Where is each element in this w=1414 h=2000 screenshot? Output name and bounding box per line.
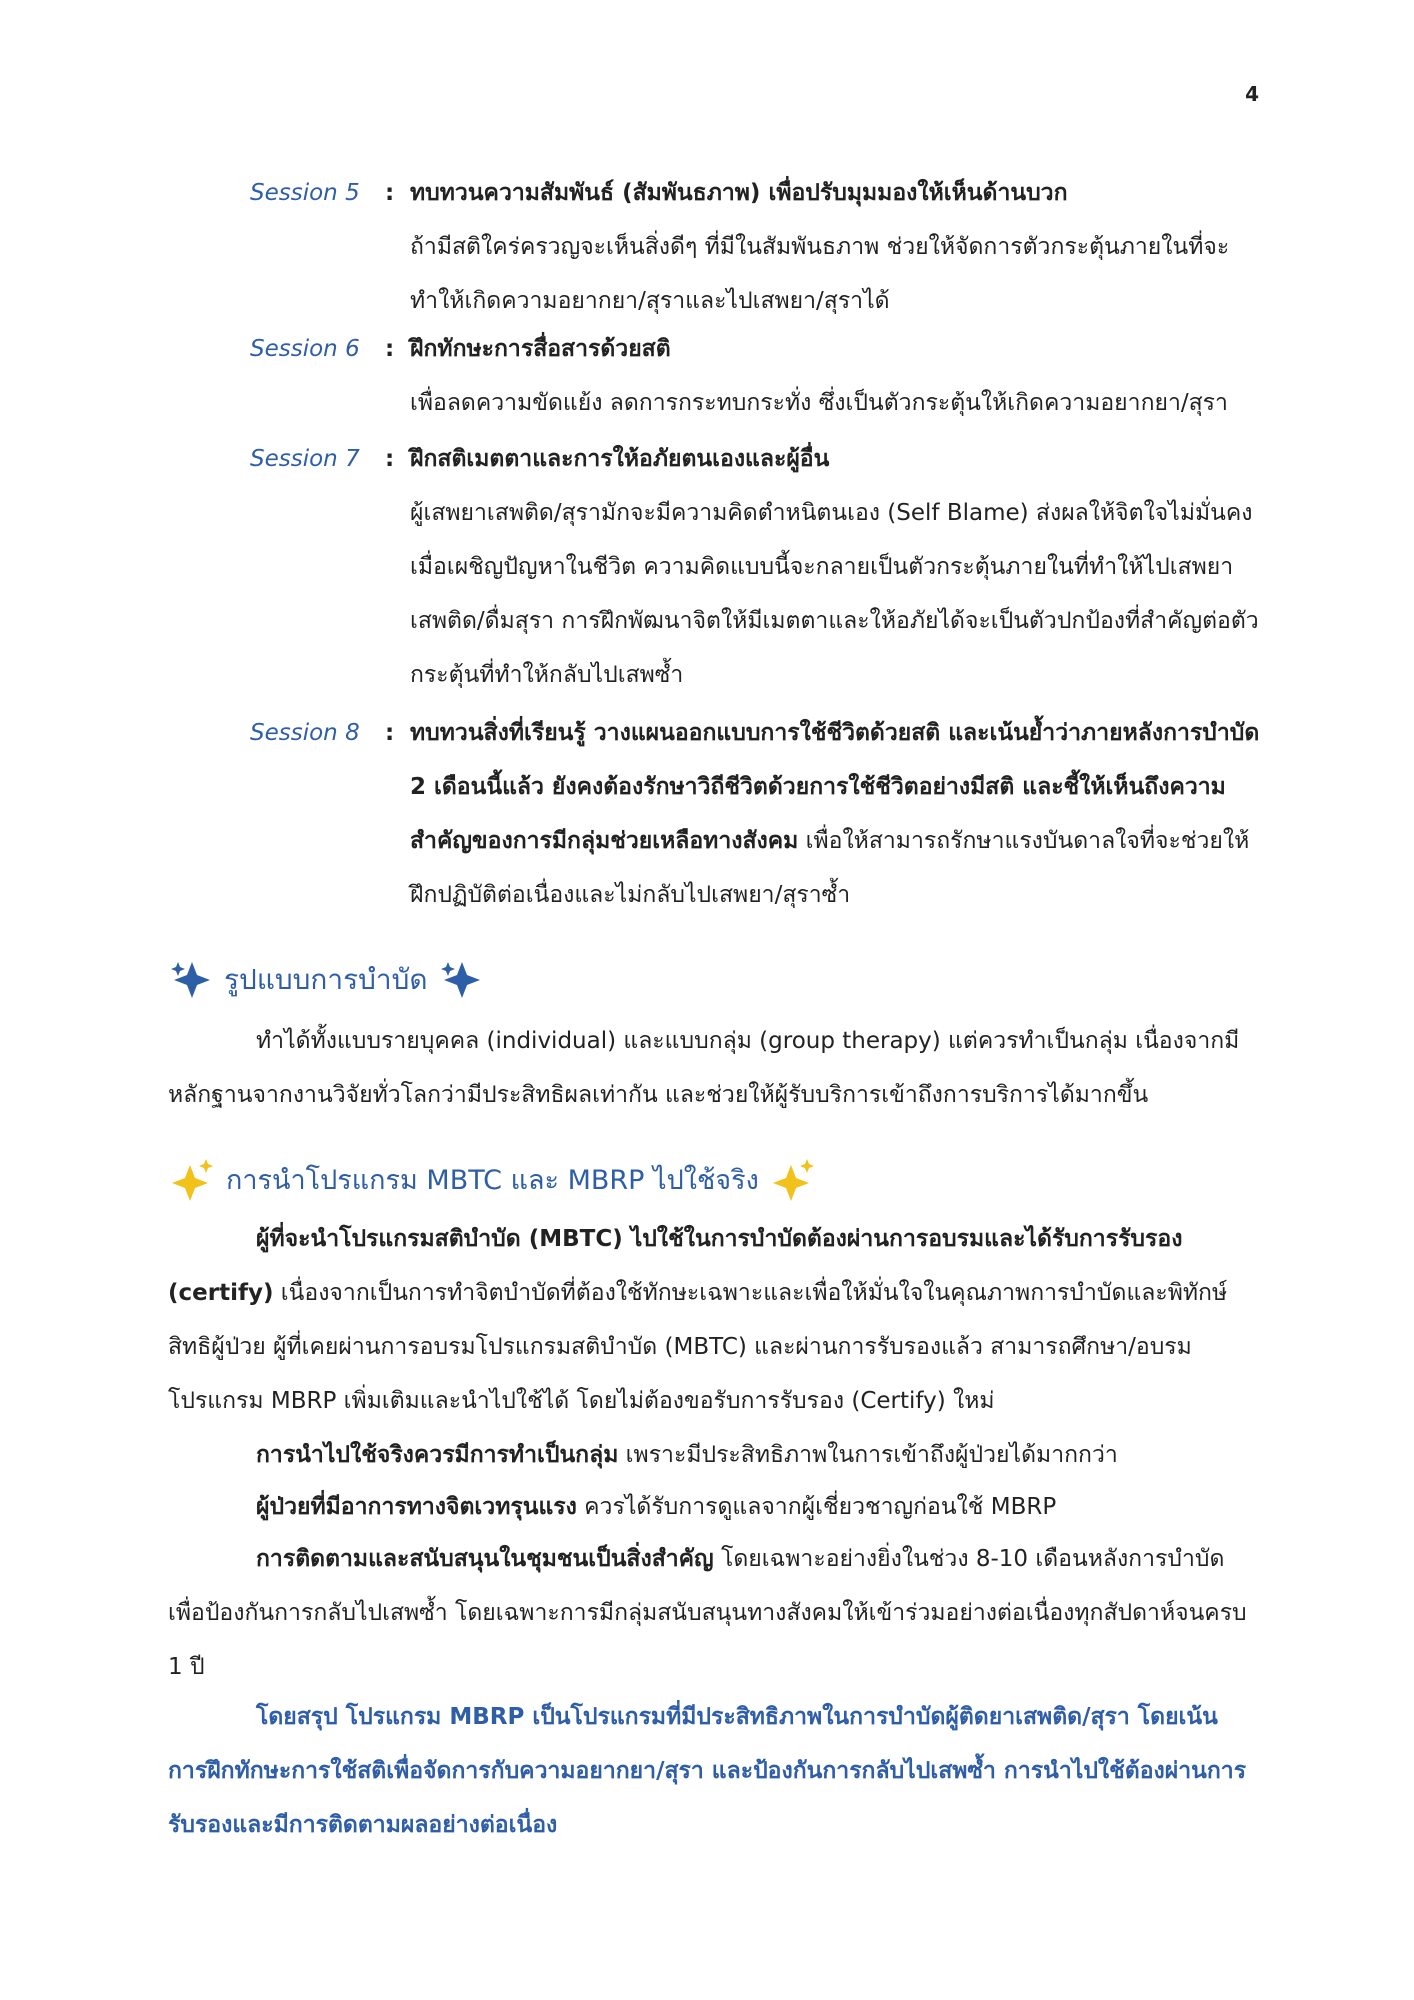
- sparkles-icon: [170, 1159, 214, 1201]
- session-body: เพื่อลดความขัดแย้ง ลดการกระทบกระทั่ง ซึ่งเป็นตัวกระตุ้นให้เกิดความอยากยา/สุรา: [410, 390, 1228, 416]
- sparkle-icon: [170, 960, 212, 1000]
- section-format-body: ทำได้ทั้งแบบรายบุคคล (individual) และแบบกลุ่ม (group therapy) แต่ควรทำเป็นกลุ่ม เนื่องจากมีหลักฐานจากงานวิจัยทั่วโลกว่ามีประสิทธิผลเท่ากัน และช่วยให้ผู้รับบริการเข้าถึงการบริการได้มากขึ้น: [168, 1028, 1240, 1108]
- apply-p3-bold: ผู้ป่วยที่มีอาการทางจิตเวทรุนแรง: [256, 1494, 577, 1520]
- section-format-heading: [170, 958, 482, 1002]
- session-6: Session 6 : ฝึกทักษะการสื่อสารด้วยสติ เพื่อลดความขัดแย้ง ลดการกระทบกระทั่ง ซึ่งเป็นตัวกระตุ้นให้เกิดความอยากยา/สุรา: [250, 322, 1260, 430]
- section-title: รูปแบบการบำบัด: [224, 963, 428, 996]
- apply-p3-rest: ควรได้รับการดูแลจากผู้เชี่ยวชาญก่อนใช้ MBRP: [576, 1494, 1057, 1520]
- session-5: Session 5 : ทบทวนความสัมพันธ์ (สัมพันธภาพ) เพื่อปรับมุมมองให้เห็นด้านบวก ถ้ามีสติใคร่ครวญจะเห็นสิ่งดีๆ ที่มีในสัมพันธภาพ ช่วยให้จัดการตัวกระตุ้นภายในที่จะทำให้เกิดความอยากยา/สุราและไปเสพยา/สุราได้: [250, 166, 1260, 328]
- apply-p4-bold: การติดตามและสนับสนุนในชุมชนเป็นสิ่งสำคัญ: [256, 1546, 714, 1572]
- session-label: Session 8: [250, 720, 360, 746]
- session-heading: ฝึกสติเมตตาและการให้อภัยตนเองและผู้อื่น: [410, 446, 830, 472]
- section-apply-heading: [170, 1158, 815, 1201]
- session-label: Session 7: [250, 446, 360, 472]
- apply-p1-rest: เนื่องจากเป็นการทำจิตบำบัดที่ต้องใช้ทักษะเฉพาะและเพื่อให้มั่นใจในคุณภาพการบำบัดและพิทักษ์สิทธิผู้ป่วย ผู้ที่เคยผ่านการอบรมโปรแกรมสติบำบัด (MBTC) และผ่านการรับรองแล้ว สามารถศึกษา/อบรมโปรแกรม MBRP เพิ่มเติมและนำไปใช้ได้ โดยไม่ต้องขอรับการรับรอง (Certify) ใหม่: [168, 1280, 1228, 1414]
- apply-paragraph-2: [168, 1428, 1253, 1482]
- apply-paragraph-4: [168, 1532, 1253, 1694]
- sparkles-icon: [771, 1159, 815, 1201]
- summary-paragraph: โดยสรุป โปรแกรม MBRP เป็นโปรแกรมที่มีประสิทธิภาพในการบำบัดผู้ติดยาเสพติด/สุรา โดยเน้นการฝึกทักษะการใช้สติเพื่อจัดการกับความอยากยา/สุรา และป้องกันการกลับไปเสพซ้ำ การนำไปใช้ต้องผ่านการรับรองและมีการติดตามผลอย่างต่อเนื่อง: [168, 1704, 1247, 1838]
- apply-p2-rest: เพราะมีประสิทธิภาพในการเข้าถึงผู้ป่วยได้มากกว่า: [618, 1442, 1118, 1468]
- session-body: ผู้เสพยาเสพติด/สุรามักจะมีความคิดตำหนิตนเอง (Self Blame) ส่งผลให้จิตใจไม่มั่นคงเมื่อเผชิญปัญหาในชีวิต ความคิดแบบนี้จะกลายเป็นตัวกระตุ้นภายในที่ทำให้ไปเสพยาเสพติด/ดื่มสุรา การฝึกพัฒนาจิตให้มีเมตตาและให้อภัยได้จะเป็นตัวปกป้องที่สำคัญต่อตัวกระตุ้นที่ทำให้กลับไปเสพซ้ำ: [410, 500, 1259, 688]
- session-body: ถ้ามีสติใคร่ครวญจะเห็นสิ่งดีๆ ที่มีในสัมพันธภาพ ช่วยให้จัดการตัวกระตุ้นภายในที่จะทำให้เกิดความอยากยา/สุราและไปเสพยา/สุราได้: [410, 234, 1230, 314]
- session-label: Session 5: [250, 180, 360, 206]
- session-7: Session 7 : ฝึกสติเมตตาและการให้อภัยตนเองและผู้อื่น ผู้เสพยาเสพติด/สุรามักจะมีความคิดตำหนิตนเอง (Self Blame) ส่งผลให้จิตใจไม่มั่นคงเมื่อเผชิญปัญหาในชีวิต ความคิดแบบนี้จะกลายเป็นตัวกระตุ้นภายในที่ทำให้ไปเสพยาเสพติด/ดื่มสุรา การฝึกพัฒนาจิตให้มีเมตตาและให้อภัยได้จะเป็นตัวปกป้องที่สำคัญต่อตัวกระตุ้นที่ทำให้กลับไปเสพซ้ำ: [250, 432, 1260, 702]
- apply-p2-bold: การนำไปใช้จริงควรมีการทำเป็นกลุ่ม: [256, 1442, 619, 1468]
- session-body: เพื่อให้สามารถรักษาแรงบันดาลใจที่จะช่วยให้ฝึกปฏิบัติต่อเนื่องและไม่กลับไปเสพยา/สุราซ้ำ: [410, 828, 1250, 908]
- section-title: การนำโปรแกรม MBTC และ MBRP ไปใช้จริง: [226, 1165, 759, 1196]
- session-heading: ฝึกทักษะการสื่อสารด้วยสติ: [410, 336, 671, 362]
- apply-paragraph-3: [168, 1480, 1253, 1534]
- session-8: Session 8 : ทบทวนสิ่งที่เรียนรู้ วางแผนออกแบบการใช้ชีวิตด้วยสติ และเน้นย้ำว่าภายหลังการบำบัด 2 เดือนนี้แล้ว ยังคงต้องรักษาวิถีชีวิตด้วยการใช้ชีวิตอย่างมีสติ และชี้ให้เห็นถึงความสำคัญของการมีกลุ่มช่วยเหลือทางสังคม เพื่อให้สามารถรักษาแรงบันดาลใจที่จะช่วยให้ฝึกปฏิบัติต่อเนื่องและไม่กลับไปเสพยา/สุราซ้ำ: [250, 706, 1260, 922]
- apply-p4-rest: โดยเฉพาะอย่างยิ่งในช่วง 8-10 เดือนหลังการบำบัด เพื่อป้องกันการกลับไปเสพซ้ำ โดยเฉพาะการมีกลุ่มสนับสนุนทางสังคมให้เข้าร่วมอย่างต่อเนื่องทุกสัปดาห์จนครบ 1 ปี: [168, 1546, 1247, 1680]
- session-label: Session 6: [250, 336, 360, 362]
- session-heading: ทบทวนความสัมพันธ์ (สัมพันธภาพ) เพื่อปรับมุมมองให้เห็นด้านบวก: [410, 180, 1068, 206]
- sparkle-icon: [440, 960, 482, 1000]
- session-heading: ทบทวนสิ่งที่เรียนรู้ วางแผนออกแบบการใช้ชีวิตด้วยสติ และเน้นย้ำว่าภายหลังการบำบัด 2 เดือนนี้แล้ว ยังคงต้องรักษาวิถีชีวิตด้วยการใช้ชีวิตอย่างมีสติ และชี้ให้เห็นถึงความสำคัญของการมีกลุ่มช่วยเหลือทางสังคม: [410, 720, 1260, 854]
- apply-p1-bold: ผู้ที่จะนำโปรแกรมสติบำบัด (MBTC) ไปใช้ในการบำบัดต้องผ่านการอบรมและได้รับการรับรอง (certify): [168, 1226, 1183, 1306]
- page-number: 4: [1245, 82, 1259, 106]
- apply-paragraph-1: [168, 1212, 1253, 1428]
